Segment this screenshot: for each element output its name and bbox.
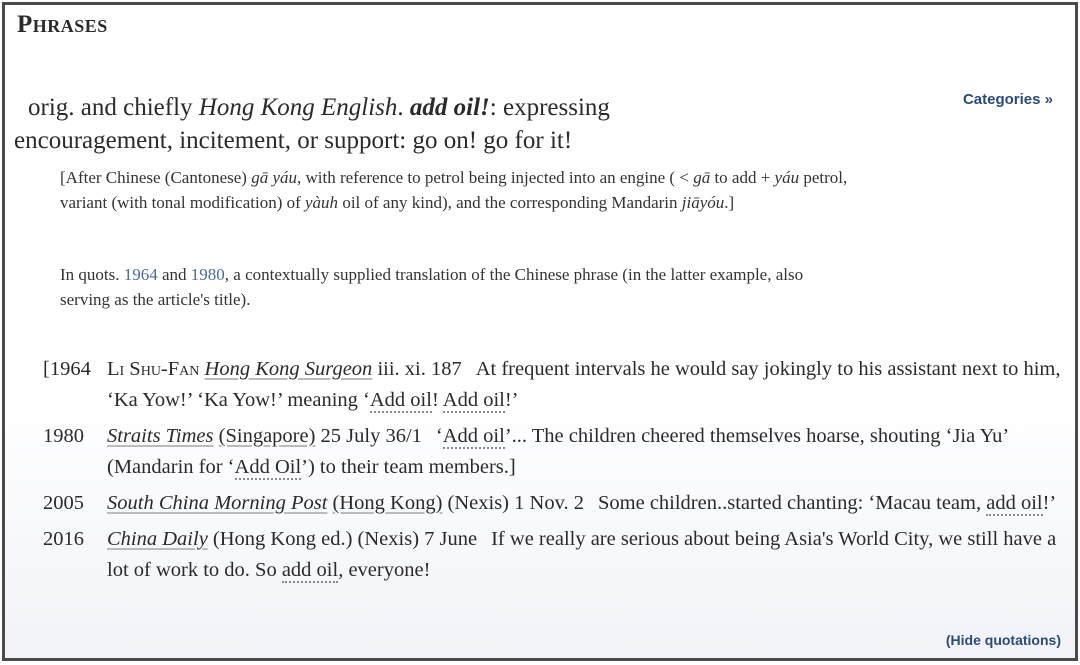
- headword-highlight[interactable]: Add oil: [442, 425, 505, 447]
- quotation-ref: 1 Nov. 2: [514, 492, 584, 514]
- quotation-year: 2016: [43, 528, 84, 550]
- headword-highlight[interactable]: Add oil: [442, 389, 505, 411]
- quotation-source: (Nexis): [357, 528, 420, 550]
- quotation-place[interactable]: (Hong Kong): [332, 492, 443, 514]
- year-link-1980[interactable]: 1980: [190, 265, 225, 284]
- quotation-edition: (Hong Kong ed.): [212, 528, 353, 550]
- sense-text: : expressing encouragement, incitement, or support: go on! go for it!: [14, 94, 610, 154]
- quotation-note: In quots. 1964 and 1980, a contextually supplied translation of the Chinese phrase (in the latter example, also serving as the article's title).: [60, 265, 804, 309]
- quotation-ref: 7 June: [424, 528, 478, 550]
- quotations-list: [43, 354, 1068, 591]
- headword-highlight[interactable]: Add Oil: [234, 456, 302, 478]
- categories-link[interactable]: Categories »: [962, 91, 1053, 108]
- etymology: [After Chinese (Cantonese) gā yáu, with reference to petrol being injected into an engine ( < gā to add + yáu petrol, variant (with tonal modification) of yàuh oil of any kind), and the corresponding Mandarin jiāyóu.]: [60, 168, 848, 212]
- quotation-year: 1980: [43, 425, 84, 447]
- lemma: add oil!: [409, 94, 490, 121]
- headword-highlight[interactable]: add oil: [986, 492, 1043, 514]
- quotation-1964: [1964 Li Shu-Fan Hong Kong Surgeon iii. xi. 187 At frequent intervals he would say jokingly to his assistant next to him, ‘Ka Yow!’ ‘Ka Yow!’ meaning ‘Add oil! Add oil!’: [43, 354, 1068, 416]
- section-heading: Phrases: [17, 11, 108, 38]
- quotation-work[interactable]: South China Morning Post: [107, 492, 328, 514]
- quotation-place[interactable]: (Singapore): [218, 425, 316, 447]
- hide-quotations-link[interactable]: (Hide quotations): [945, 632, 1061, 648]
- quotation-year: 2005: [43, 492, 84, 514]
- quotation-ref: 25 July 36/1: [320, 425, 422, 447]
- quotation-2016: 2016 China Daily (Hong Kong ed.) (Nexis) 7 June If we really are serious about being Asia's World City, we still have a lot of work to do. So add oil, everyone!: [43, 524, 1068, 586]
- year-link-1964[interactable]: 1964: [123, 265, 158, 284]
- quotation-author: Li Shu-Fan: [107, 358, 200, 380]
- headword-highlight[interactable]: Add oil: [369, 389, 432, 411]
- quotation-source: (Nexis): [447, 492, 510, 514]
- quotation-1980: 1980 Straits Times (Singapore) 25 July 36/1 ‘Add oil’... The children cheered themselves hoarse, shouting ‘Jia Yu’ (Mandarin for ‘Add Oil’) to their team members.]: [43, 421, 1068, 483]
- quotation-2005: 2005 South China Morning Post (Hong Kong) (Nexis) 1 Nov. 2 Some children..started chanting: ‘Macau team, add oil!’: [43, 488, 1068, 519]
- usage-label: orig. and chiefly: [28, 94, 193, 121]
- quotation-year: [1964: [43, 358, 91, 380]
- definition: orig. and chiefly Hong Kong English. add oil!: expressing encouragement, incitement, or support: go on! go for it!: [14, 94, 610, 154]
- quotation-ref: iii. xi. 187: [377, 358, 462, 380]
- quotation-work[interactable]: China Daily: [107, 528, 208, 550]
- quotation-work[interactable]: Straits Times: [107, 425, 214, 447]
- region-label: Hong Kong English: [198, 94, 398, 121]
- quotation-work[interactable]: Hong Kong Surgeon: [204, 358, 373, 380]
- entry-frame: [2, 2, 1078, 661]
- headword-highlight[interactable]: add oil: [281, 559, 339, 581]
